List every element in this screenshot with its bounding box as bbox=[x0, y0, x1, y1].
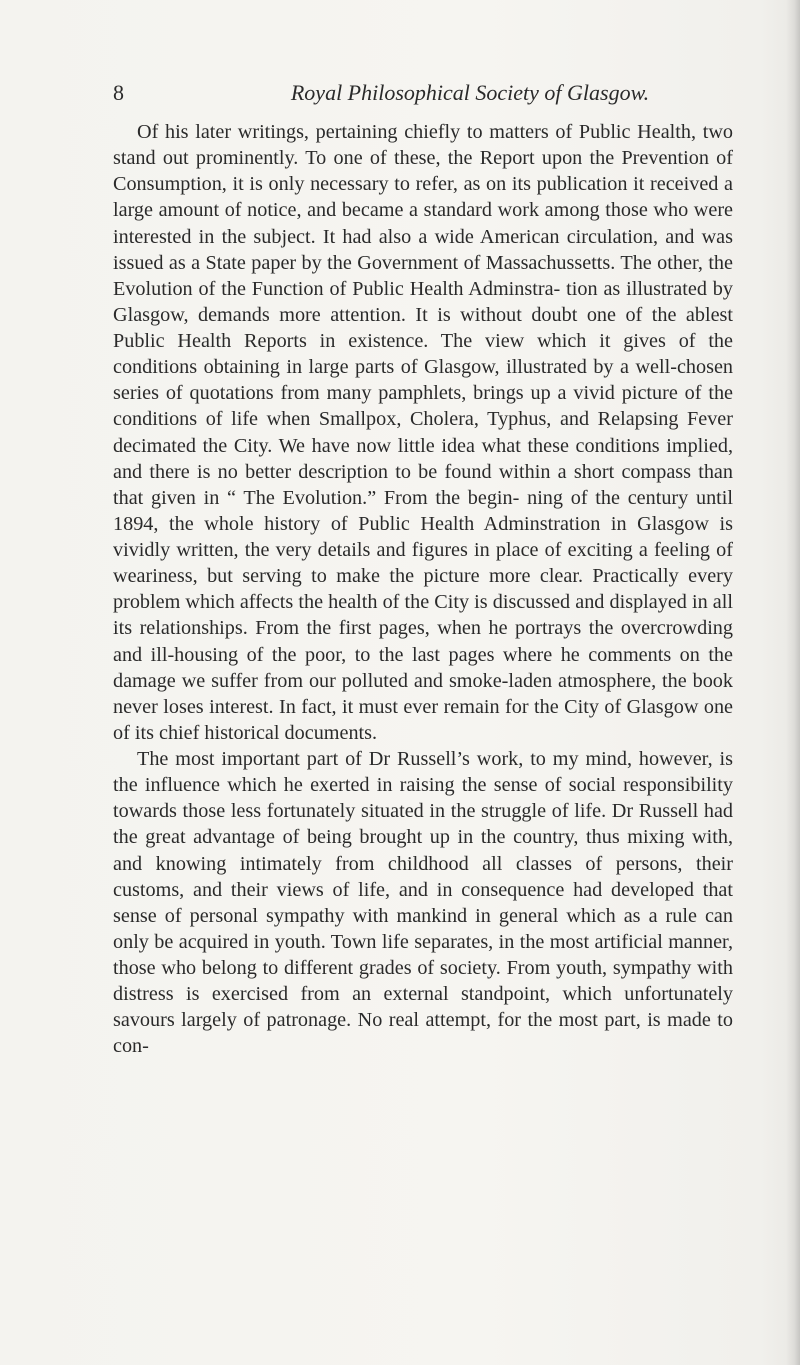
page-number: 8 bbox=[113, 80, 124, 105]
paragraph-2: The most important part of Dr Russell’s work, to my mind, however, is the influence which he exerted in raising the sense of social responsibility towards those less fortunately situated in the struggle of life. Dr Russell had the great advantage of being brought up in the country, thus mixing with, and knowing intimately from childhood all classes of persons, their customs, and their views of life, and in consequence had developed that sense of personal sympathy with mankind in general which as a rule can only be acquired in youth. Town life separates, in the most artificial manner, those who belong to different grades of society. From youth, sympathy with distress is exercised from an external standpoint, which unfortunately savours largely of patronage. No real attempt, for the most part, is made to con- bbox=[113, 748, 733, 1058]
running-title: Royal Philosophical Society of Glasgow. bbox=[290, 80, 650, 105]
paragraph-1: Of his later writings, pertaining chiefly to matters of Public Health, two stand out prominently. To one of these, the Report upon the Prevention of Consumption, it is only necessary to refer, as on its publication it received a large amount of notice, and became a standard work among those who were interested in the subject. It had also a wide American circulation, and was issued as a State paper by the Government of Massachussetts. The other, the Evolution of the Function of Public Health Adminstra- tion as illustrated by Glasgow, demands more attention. It is without doubt one of the ablest Public Health Reports in existence. The view which it gives of the conditions obtaining in large parts of Glasgow, illustrated by a well-chosen series of quotations from many pamphlets, brings up a vivid picture of the conditions of life when Smallpox, Cholera, Typhus, and Relapsing Fever decimated the City. We have now little idea what these conditions implied, and there is no better description to be found within a short compass than that given in “ The Evolution.” From the begin- ning of the century until 1894, the whole history of Public Health Adminstration in Glasgow is vividly written, the very details and figures in place of exciting a feeling of weariness, but serving to make the picture more clear. Practically every problem which affects the health of the City is discussed and displayed in all its relationships. From the first pages, when he portrays the overcrowding and ill-housing of the poor, to the last pages where he comments on the damage we suffer from our polluted and smoke-laden atmosphere, the book never loses interest. In fact, it must ever remain for the City of Glasgow one of its chief historical documents. bbox=[113, 121, 733, 744]
page-header bbox=[0, 76, 800, 110]
body-text bbox=[113, 119, 733, 1060]
page-edge-shadow bbox=[786, 0, 800, 1365]
